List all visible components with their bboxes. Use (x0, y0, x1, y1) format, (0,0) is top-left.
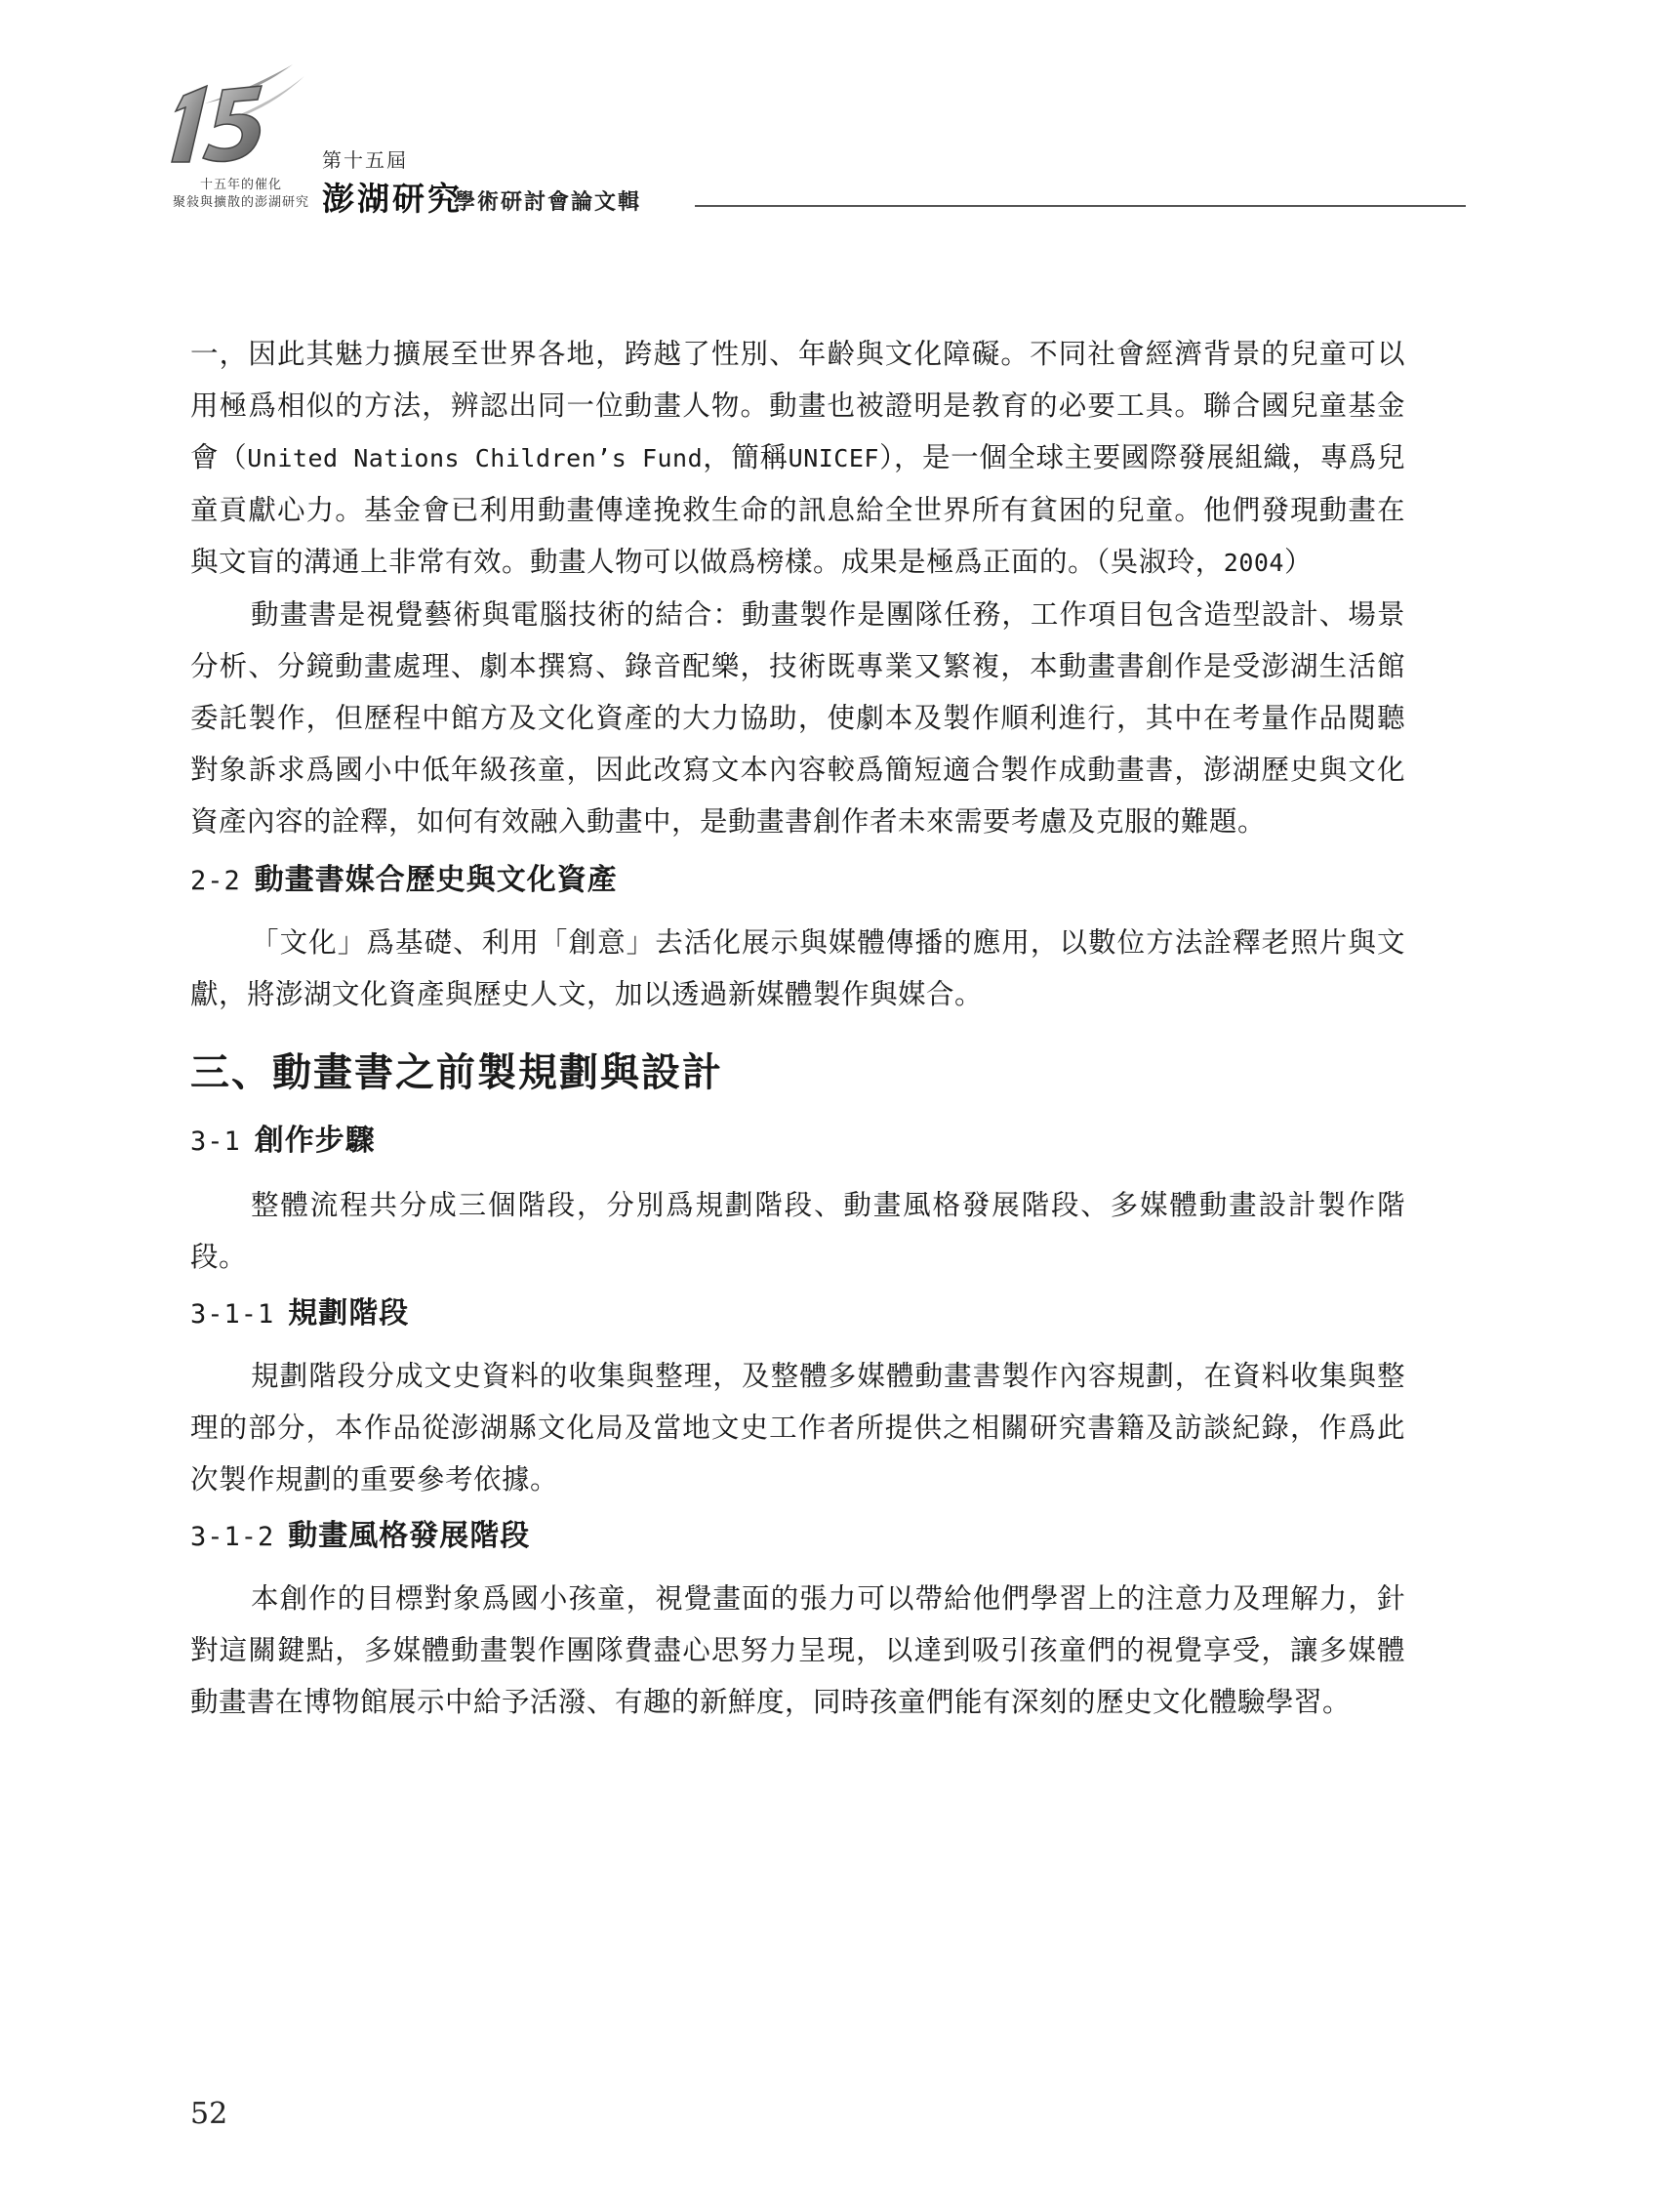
section-number: 3-1 (190, 1126, 241, 1157)
page-number: 52 (190, 2097, 228, 2131)
section-heading-3-1-2 (190, 1517, 1405, 1557)
section-number: 2-2 (190, 866, 241, 896)
paragraph-text: ） (1283, 546, 1313, 578)
section-title: 創作步驟 (254, 1124, 376, 1158)
logo-tagline-1: 十五年的催化 (199, 178, 282, 192)
header-rule (695, 205, 1466, 207)
section-heading-3-1 (190, 1122, 1405, 1162)
section-title: 動畫風格發展階段 (288, 1519, 531, 1553)
section-title: 動畫書媒合歷史與文化資產 (254, 863, 618, 897)
organization-name-english: United Nations Children’s Fund (247, 444, 704, 472)
fifteen-logo-graphic (146, 57, 312, 174)
paragraph-text: 一，因此其魅力擴展至世界各地，跨越了性別、年齡與文化障礙。不同社會經濟背景的兒童可以用極爲相似的方法，辨認出同一位動畫人物。動畫也被證明是教育的必要工具。聯合國兒童基金會（ (190, 338, 1405, 473)
journal-subtitle: 學術研討會論文輯 (454, 190, 642, 215)
paragraph-style-development: 本創作的目標對象爲國小孩童，視覺畫面的張力可以帶給他們學習上的注意力及理解力，針對這關鍵點，多媒體動畫製作團隊費盡心思努力呈現，以達到吸引孩童們的視覺享受，讓多媒體動畫書在博物館展示中給予活潑、有趣的新鮮度，同時孩童們能有深刻的歷史文化體驗學習。 (190, 1582, 1405, 1718)
paragraph-planning: 規劃階段分成文史資料的收集與整理，及整體多媒體動畫書製作內容規劃，在資料收集與整理的部分，本作品從澎湖縣文化局及當地文史工作者所提供之相關研究書籍及訪談紀錄，作爲此次製作規劃的重要參考依據。 (190, 1360, 1405, 1495)
section-number: 3-1-1 (190, 1299, 275, 1330)
section-title: 規劃階段 (288, 1296, 410, 1331)
running-header (0, 0, 1659, 225)
journal-title: 澎湖研究 (322, 180, 463, 218)
conference-logo (146, 57, 312, 213)
organization-acronym: UNICEF (788, 444, 879, 472)
section-heading-3-1-1 (190, 1294, 1405, 1334)
section-number: 3-1-2 (190, 1522, 275, 1552)
section-heading-2-2 (190, 861, 1405, 901)
paragraph-process: 整體流程共分成三個階段，分別爲規劃階段、動畫風格發展階段、多媒體動畫設計製作階段。 (190, 1189, 1405, 1273)
paragraph-continuation (190, 328, 1405, 589)
page-body (190, 328, 1405, 1728)
logo-tagline-2: 聚敍與擴散的澎湖研究 (172, 195, 309, 210)
paragraph-animation-book: 動畫書是視覺藝術與電腦技術的結合：動畫製作是團隊任務，工作項目包含造型設計、場景分析、分鏡動畫處理、劇本撰寫、錄音配樂，技術既專業又繁複，本動畫書創作是受澎湖生活館委託製作，但歷程中館方及文化資產的大力協助，使劇本及製作順利進行，其中在考量作品閱聽對象訴求爲國小中低年級孩童，因此改寫文本內容較爲簡短適合製作成動畫書，澎湖歷史與文化資產內容的詮釋，如何有效融入動畫中，是動畫書創作者未來需要考慮及克服的難題。 (190, 598, 1405, 838)
paragraph-text: ，簡稱 (703, 441, 789, 473)
edition-label: 第十五屆 (322, 148, 408, 172)
paragraph-text: ），是一個全球主要國際發展組織，專爲兒童貢獻心力。基金會已利用動畫傳達挽救生命的訊息給全世界所有貧困的兒童。他們發現動畫在與文盲的溝通上非常有效。動畫人物可以做爲榜樣。成果是極爲正面的。（吳淑玲， (190, 441, 1405, 578)
citation-year: 2004 (1223, 549, 1284, 577)
chapter-heading-3: 三、動畫書之前製規劃與設計 (190, 1049, 723, 1095)
paragraph-culture: 「文化」爲基礎、利用「創意」去活化展示與媒體傳播的應用，以數位方法詮釋老照片與文獻，將澎湖文化資產與歷史人文，加以透過新媒體製作與媒合。 (190, 926, 1405, 1010)
